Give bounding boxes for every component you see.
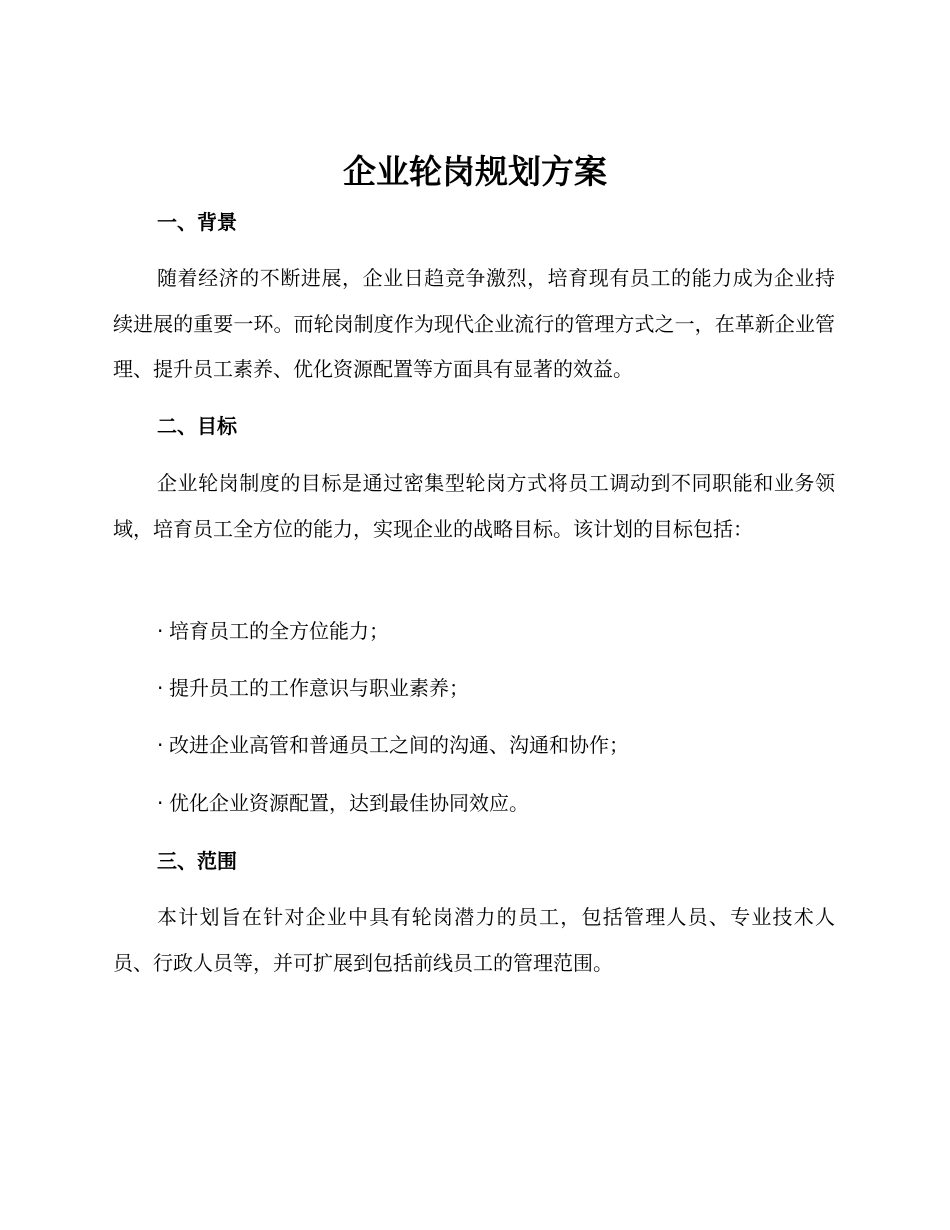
section-heading-background: 一、背景 — [157, 210, 237, 234]
goal-list-item — [157, 616, 389, 646]
section-paragraph-background: 随着经济的不断进展，企业日趋竞争激烈，培育现有员工的能力成为企业持续进展的重要一环。而轮岗制度作为现代企业流行的管理方式之一，在革新企业管理、提升员工素养、优化资源配置等方面具有显著的效益。 — [113, 266, 835, 381]
section-paragraph-scope: 本计划旨在针对企业中具有轮岗潜力的员工，包括管理人员、专业技术人员、行政人员等，并可扩展到包括前线员工的管理范围。 — [113, 905, 835, 975]
goal-list-item — [157, 788, 529, 818]
bullet-marker: · — [157, 733, 164, 757]
goal-list-item-text: 提升员工的工作意识与职业素养； — [169, 676, 469, 700]
goal-list-item — [157, 730, 629, 760]
goal-list-item-text: 优化企业资源配置，达到最佳协同效应。 — [169, 791, 529, 815]
bullet-marker: · — [157, 619, 164, 643]
section-heading-goals: 二、目标 — [157, 414, 237, 438]
bullet-marker: · — [157, 676, 164, 700]
goal-list-item-text: 改进企业高管和普通员工之间的沟通、沟通和协作； — [169, 733, 629, 757]
goal-list-item-text: 培育员工的全方位能力； — [169, 619, 389, 643]
document-title: 企业轮岗规划方案 — [343, 152, 607, 191]
bullet-marker: · — [157, 791, 164, 815]
section-paragraph-goals: 企业轮岗制度的目标是通过密集型轮岗方式将员工调动到不同职能和业务领域，培育员工全方位的能力，实现企业的战略目标。该计划的目标包括： — [113, 471, 835, 541]
section-heading-scope: 三、范围 — [157, 849, 237, 873]
goal-list-item — [157, 673, 469, 703]
